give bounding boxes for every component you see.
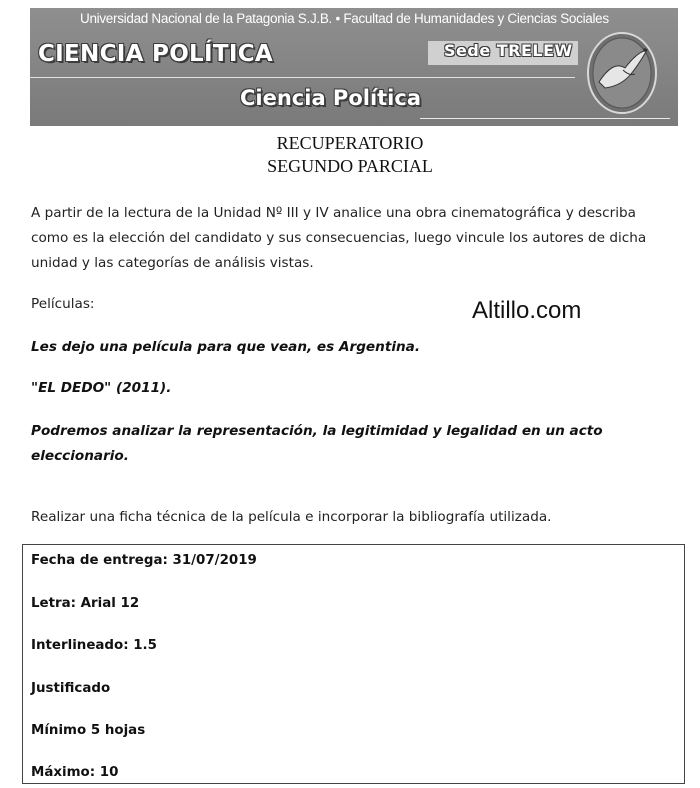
peliculas-label: Películas: xyxy=(31,296,95,312)
requirement-item: Justificado xyxy=(31,681,111,696)
movie-title: "EL DEDO" (2011). xyxy=(31,380,172,396)
subject-title: Ciencia Política xyxy=(240,86,422,110)
requirement-item: Máximo: 10 xyxy=(31,765,119,780)
movie-intro: Les dejo una película para que vean, es Argentina. xyxy=(31,339,420,355)
university-line: Universidad Nacional de la Patagonia S.J.B. • Facultad de Humanidades y Ciencias Sociales xyxy=(80,11,609,26)
document-subtitle: SEGUNDO PARCIAL xyxy=(267,156,433,176)
ficha-instruction: Realizar una ficha técnica de la película e incorporar la bibliografía utilizada. xyxy=(31,509,552,525)
department-title: CIENCIA POLÍTICA xyxy=(38,41,273,67)
analysis-note: Podremos analizar la representación, la legitimidad y legalidad en un acto eleccionario. xyxy=(31,423,603,464)
header-divider-bottom xyxy=(420,118,670,119)
sede-label: Sede TRELEW xyxy=(444,41,573,60)
instructions-paragraph: A partir de la lectura de la Unidad Nº III y IV analice una obra cinematográfica y describa como es la elección del candidato y sus consecuencias, luego vincule los autores de dicha unidad y las categorías de análisis vistas. xyxy=(31,205,647,271)
document-title: RECUPERATORIO xyxy=(276,133,424,153)
requirements-box xyxy=(22,544,685,784)
university-seal-icon xyxy=(585,30,659,116)
header-divider xyxy=(30,77,575,78)
requirement-item: Interlineado: 1.5 xyxy=(31,638,157,653)
requirement-item: Fecha de entrega: 31/07/2019 xyxy=(31,553,257,568)
requirement-item: Mínimo 5 hojas xyxy=(31,723,146,738)
requirement-item: Letra: Arial 12 xyxy=(31,596,140,611)
watermark: Altillo.com xyxy=(472,297,582,324)
header-banner xyxy=(30,8,678,126)
